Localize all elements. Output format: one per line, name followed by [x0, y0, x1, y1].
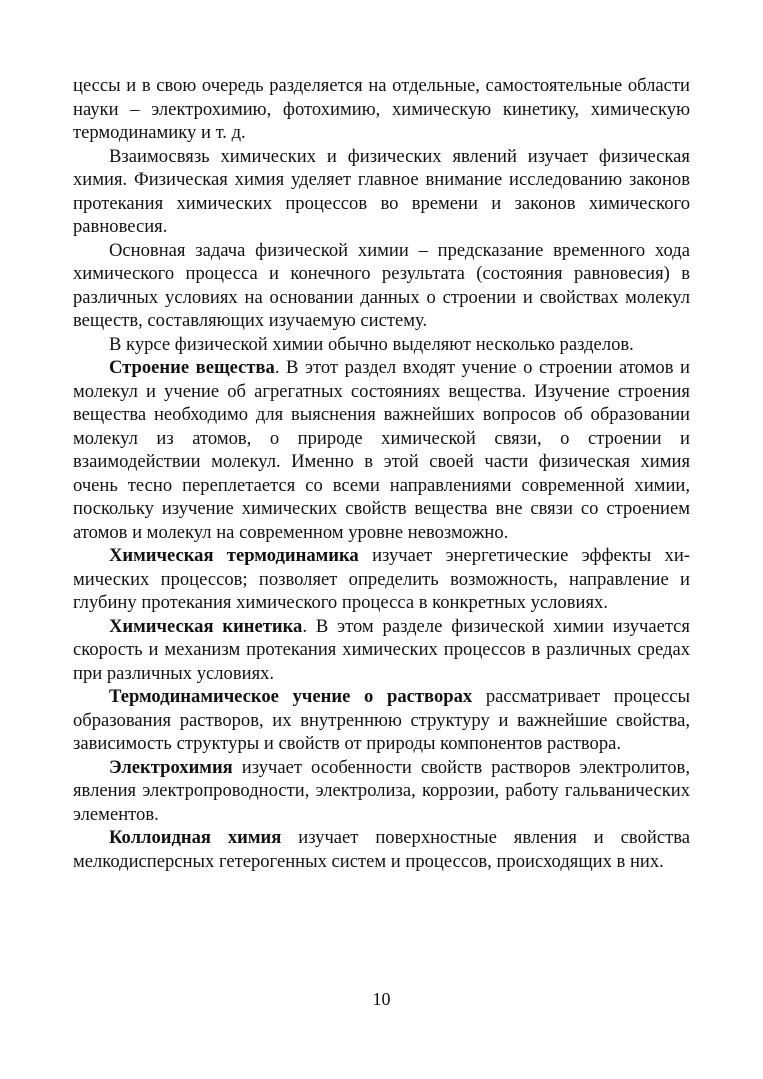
paragraph-interrelation [73, 145, 690, 239]
paragraph-main-task [73, 239, 690, 333]
paragraph-electrochemistry [73, 756, 690, 827]
paragraph-structure-of-matter [73, 356, 690, 544]
page-number: 10 [372, 989, 391, 1009]
section-term: Коллоидная химия [109, 827, 282, 848]
page-body [73, 74, 690, 873]
paragraph-text: Взаимосвязь химических и физических явлений изучает физическая химия. Физическая химия уделяет главное внимание исследованию законов протекания химических процессов во времени и законов химического равновесия. [73, 145, 690, 237]
paragraph-text: изучает особенности свойств растворов электролитов, явления электропроводности, электролиза, коррозии, работу гальванических элементов. [73, 756, 690, 825]
paragraph-colloid-chemistry [73, 826, 690, 873]
paragraph-text: цессы и в свою очередь разделяется на отдельные, самостоятельные области науки – электрохимию, фотохимию, химическую кинетику, химическую термодинамику и т. д. [73, 75, 690, 143]
section-term: Строение вещества [109, 357, 275, 378]
paragraph-continuation [73, 74, 690, 145]
paragraph-text: изучает поверхностные явления и свойства мелкодисперсных гетерогенных систем и процессов, происходящих в них. [73, 827, 690, 872]
paragraph-thermodynamics [73, 544, 690, 615]
paragraph-text: . В этом разделе физической химии изучается скорость и механизм протекания химических процессов в различных средах при различных условиях. [73, 615, 690, 684]
section-term: Термодинамическое учение о растворах [109, 686, 473, 707]
paragraph-text: В курсе физической химии обычно выделяют несколько разделов. [109, 333, 634, 355]
paragraph-solutions [73, 685, 690, 756]
paragraph-text: Основная задача физической химии – предсказание временного хода химического процесса и конечного результата (состояния равновесия) в различных условиях на основании данных о строении и свойствах молекул веществ, составляющих изучаемую систему. [73, 239, 690, 331]
paragraph-sections-intro [73, 333, 690, 357]
paragraph-text: рассматривает процессы образования растворов, их внутреннюю структуру и важнейшие свойства, зависимость структуры и свойств от природы компонентов раствора. [73, 686, 690, 754]
section-term: Электрохимия [109, 756, 233, 778]
paragraph-text: . В этот раздел входят учение о строении атомов и молекул и учение об агрегатных состояниях вещества. Изучение строения вещества необходимо для выяснения важнейших вопросов об образовании молекул из атомов, о природе химической связи, о строении и взаимодействии молекул. Именно в этой своей части физическая химия очень тесно переплетается со всеми направлениями современной химии, поскольку изучение химических свойств вещества вне связи со строением атомов и молекул на современном уровне невозможно. [73, 357, 690, 543]
paragraph-text: изучает энергетические эффекты химических процессов; позволяет определить возможность, направление и глубину протекания химического процесса в конкретных условиях. [73, 545, 690, 613]
section-term: Химическая термодинамика [109, 545, 359, 566]
section-term: Химическая кинетика [109, 615, 303, 637]
paragraph-kinetics [73, 615, 690, 686]
